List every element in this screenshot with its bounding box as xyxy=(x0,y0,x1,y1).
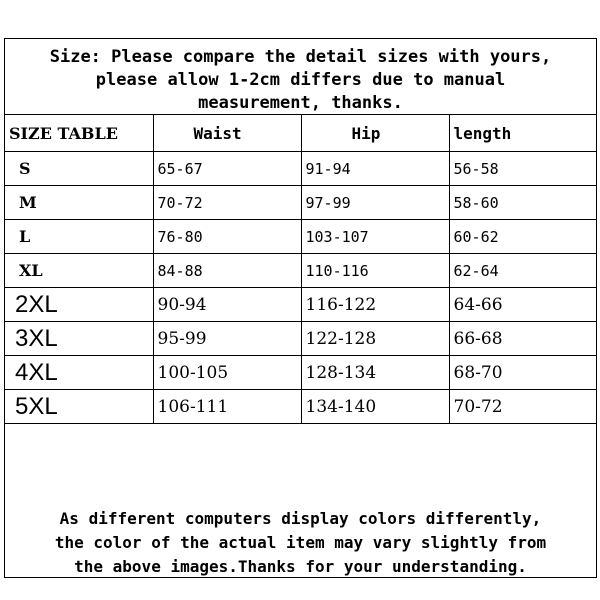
length-cell: 68-70 xyxy=(449,356,596,390)
disclaimer-line: As different computers display colors differently, xyxy=(59,509,542,528)
size-cell: 4XL xyxy=(5,356,153,390)
size-cell: 5XL xyxy=(5,390,153,424)
notice-line: measurement, thanks. xyxy=(198,93,403,113)
hip-cell: 116-122 xyxy=(301,288,449,322)
length-cell: 58-60 xyxy=(449,186,596,220)
notice-line: Size: Please compare the detail sizes with yours, xyxy=(49,47,552,67)
length-cell: 66-68 xyxy=(449,322,596,356)
hip-cell: 122-128 xyxy=(301,322,449,356)
waist-cell: 84-88 xyxy=(153,254,301,288)
header-size: SIZE TABLE xyxy=(5,115,153,152)
size-cell: S xyxy=(5,152,153,186)
waist-cell: 95-99 xyxy=(153,322,301,356)
table-row xyxy=(5,390,596,424)
table-row xyxy=(5,186,596,220)
size-cell: M xyxy=(5,186,153,220)
hip-cell: 110-116 xyxy=(301,254,449,288)
notice-line: please allow 1-2cm differs due to manual xyxy=(95,70,506,90)
table-row xyxy=(5,254,596,288)
hip-cell: 103-107 xyxy=(301,220,449,254)
table-row xyxy=(5,356,596,390)
size-notice xyxy=(5,39,596,115)
waist-cell: 70-72 xyxy=(153,186,301,220)
waist-cell: 100-105 xyxy=(153,356,301,390)
length-cell: 70-72 xyxy=(449,390,596,424)
hip-cell: 134-140 xyxy=(301,390,449,424)
size-chart-frame xyxy=(4,38,597,578)
length-cell: 64-66 xyxy=(449,288,596,322)
size-cell: 2XL xyxy=(5,288,153,322)
hip-cell: 97-99 xyxy=(301,186,449,220)
waist-cell: 106-111 xyxy=(153,390,301,424)
table-row xyxy=(5,288,596,322)
size-cell: XL xyxy=(5,254,153,288)
waist-cell: 76-80 xyxy=(153,220,301,254)
table-row xyxy=(5,152,596,186)
size-cell: 3XL xyxy=(5,322,153,356)
waist-cell: 90-94 xyxy=(153,288,301,322)
table-row xyxy=(5,220,596,254)
table-row xyxy=(5,322,596,356)
table-header-row xyxy=(5,115,596,152)
length-cell: 62-64 xyxy=(449,254,596,288)
header-hip: Hip xyxy=(301,115,449,152)
length-cell: 56-58 xyxy=(449,152,596,186)
size-cell: L xyxy=(5,220,153,254)
disclaimer-line: the color of the actual item may vary slightly from xyxy=(54,533,547,552)
waist-cell: 65-67 xyxy=(153,152,301,186)
length-cell: 60-62 xyxy=(449,220,596,254)
hip-cell: 128-134 xyxy=(301,356,449,390)
disclaimer-line: the above images.Thanks for your understanding. xyxy=(74,557,527,576)
size-table xyxy=(5,115,596,424)
hip-cell: 91-94 xyxy=(301,152,449,186)
header-length: length xyxy=(449,115,596,152)
color-disclaimer xyxy=(5,471,596,577)
header-waist: Waist xyxy=(153,115,301,152)
